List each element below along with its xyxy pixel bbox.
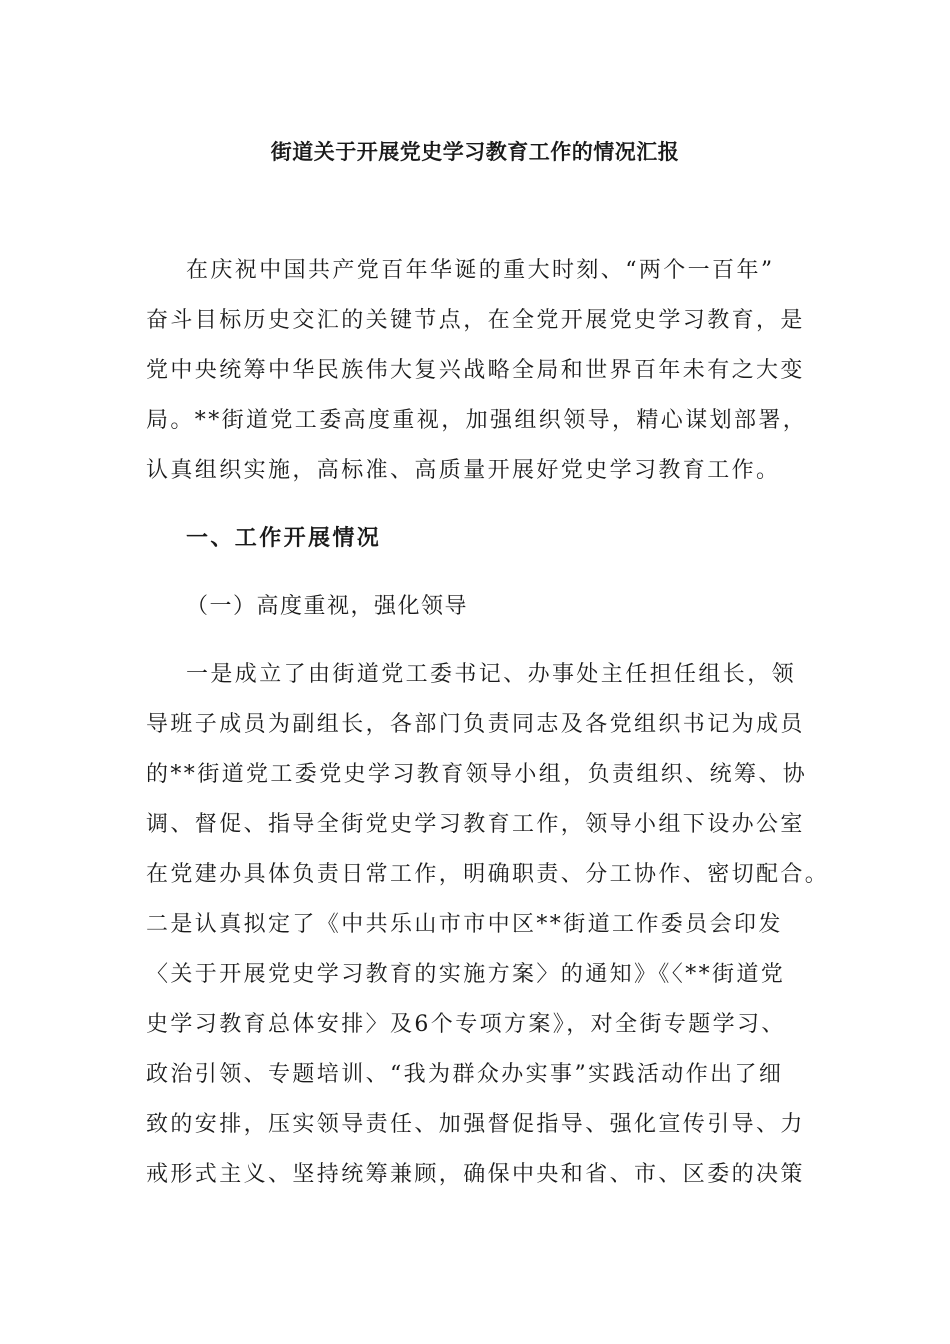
section-heading: 一、工作开展情况	[186, 526, 382, 551]
body-line-4: 调、督促、指导全街党史学习教育工作，领导小组下设办公室	[146, 812, 805, 837]
intro-line-5: 认真组织实施，高标准、高质量开展好党史学习教育工作。	[146, 458, 781, 483]
body-line-5: 在党建办具体负责日常工作，明确职责、分工协作、密切配合。	[146, 862, 830, 887]
body-line-2: 导班子成员为副组长，各部门负责同志及各党组织书记为成员	[146, 712, 805, 737]
body-line-7: 〈关于开展党史学习教育的实施方案〉的通知》《〈**街道党	[146, 962, 786, 987]
body-line-9: 政治引领、专题培训、“我为群众办实事”实践活动作出了细	[146, 1062, 784, 1087]
body-line-3: 的**街道党工委党史学习教育领导小组，负责组织、统筹、协	[146, 762, 808, 787]
intro-line-4: 局。**街道党工委高度重视，加强组织领导，精心谋划部署，	[146, 408, 808, 433]
intro-line-3: 党中央统筹中华民族伟大复兴战略全局和世界百年未有之大变	[146, 358, 805, 383]
body-line-8: 史学习教育总体安排〉及6个专项方案》，对全街专题学习、	[146, 1012, 786, 1037]
body-line-10: 致的安排，压实领导责任、加强督促指导、强化宣传引导、力	[146, 1112, 805, 1137]
intro-line-1: 在庆祝中国共产党百年华诞的重大时刻、“两个一百年”	[186, 258, 775, 283]
intro-line-2: 奋斗目标历史交汇的关键节点，在全党开展党史学习教育，是	[146, 308, 805, 333]
document-title: 街道关于开展党史学习教育工作的情况汇报	[270, 140, 680, 164]
subsection-heading: （一）高度重视，强化领导	[186, 594, 469, 619]
body-line-1: 一是成立了由街道党工委书记、办事处主任担任组长，领	[186, 662, 797, 687]
body-line-6: 二是认真拟定了《中共乐山市市中区**街道工作委员会印发	[146, 912, 783, 937]
body-line-11: 戒形式主义、坚持统筹兼顾，确保中央和省、市、区委的决策	[146, 1162, 805, 1187]
